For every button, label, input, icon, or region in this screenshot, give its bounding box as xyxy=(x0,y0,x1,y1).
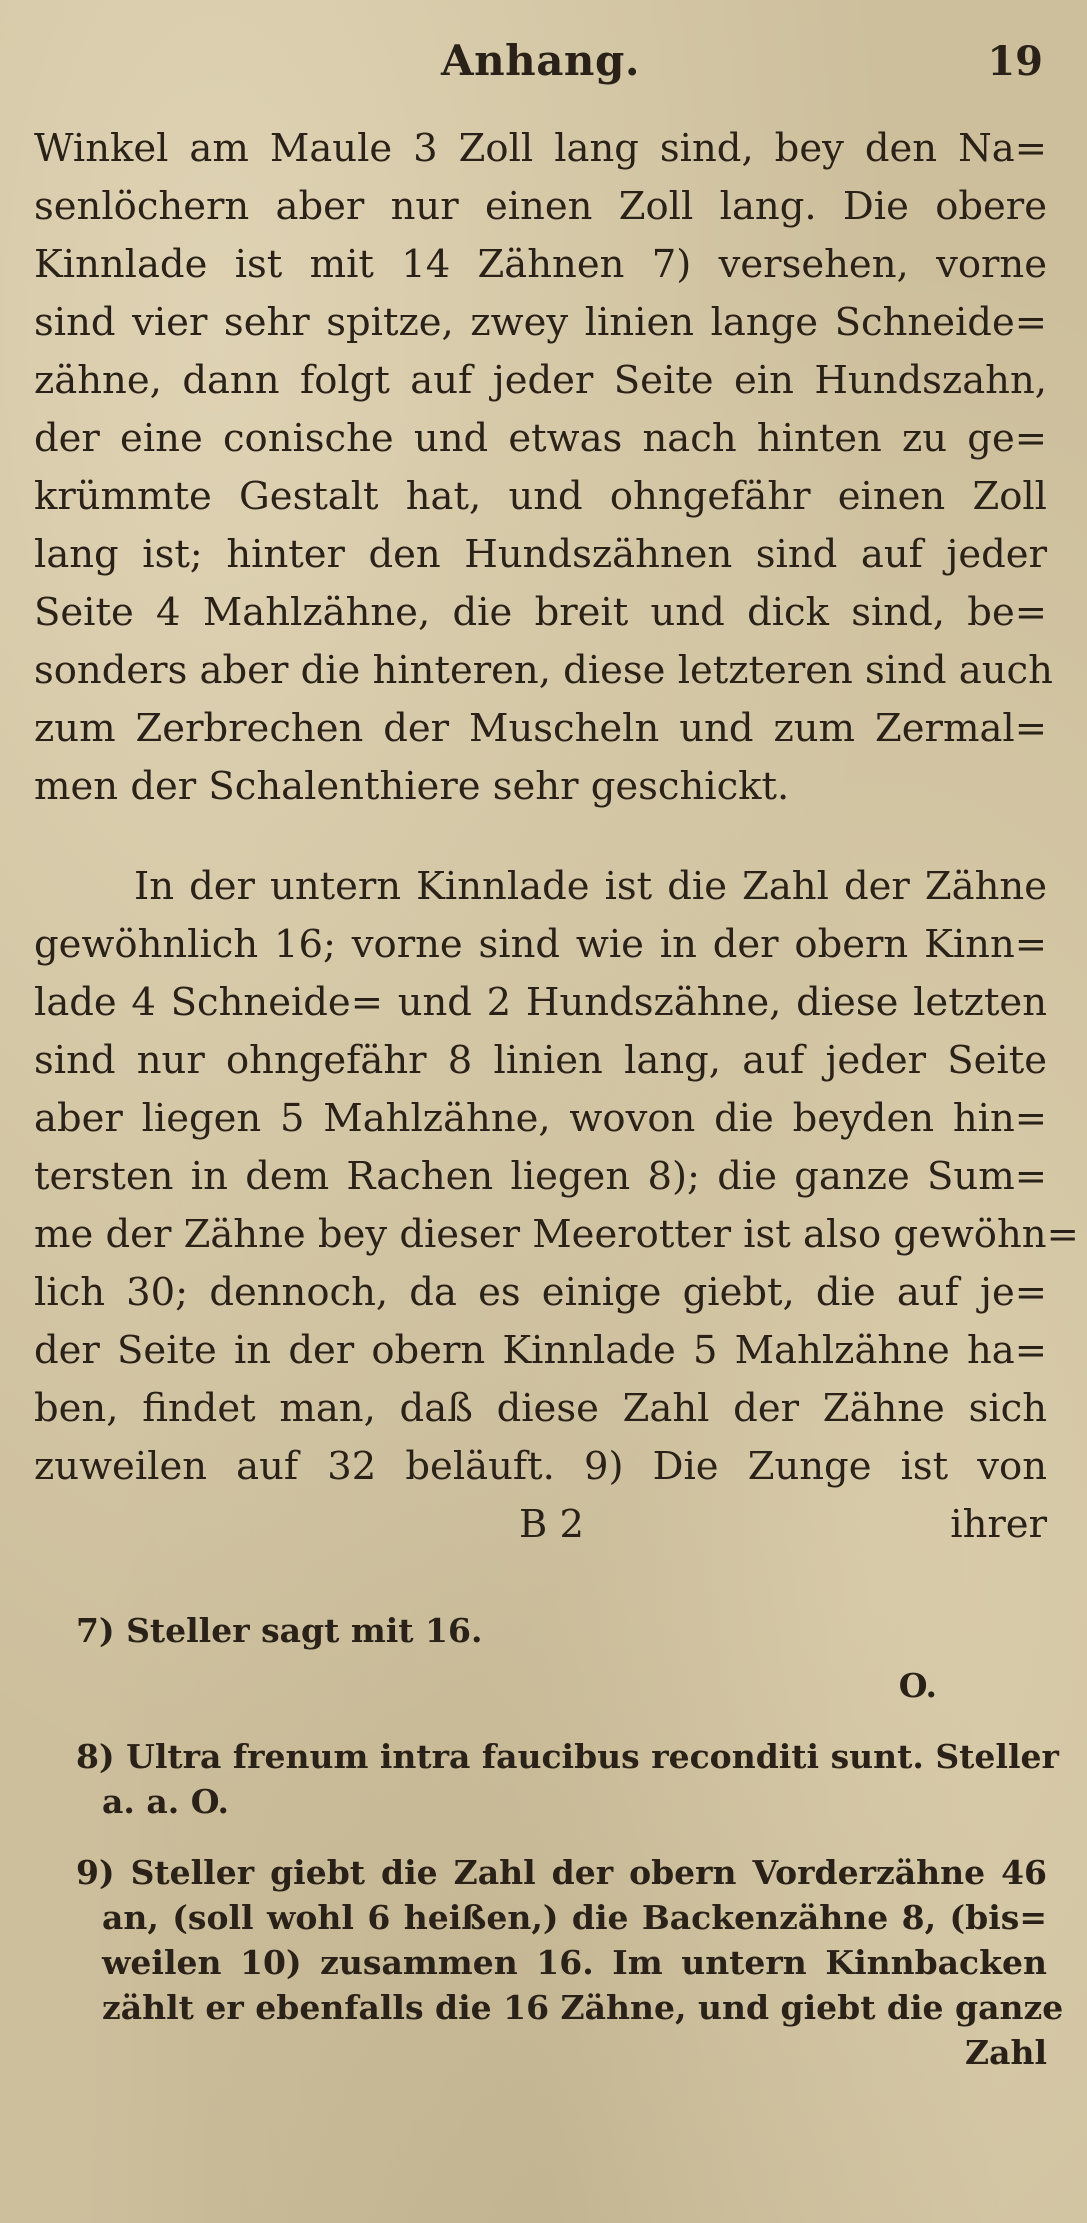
footnote-line: 8) Ultra frenum intra faucibus reconditi sunt. Steller xyxy=(76,1737,1059,1776)
signature-row xyxy=(34,1496,1047,1554)
text-line: Seite 4 Mahlzähne, die breit und dick sind, be= xyxy=(34,590,1047,635)
footnote-line: 7) Steller sagt mit 16. xyxy=(76,1611,483,1650)
text-line: aber liegen 5 Mahlzähne, wovon die beyden hin= xyxy=(34,1096,1047,1141)
footnote-line: an, (soll wohl 6 heißen,) die Backenzähne 8, (bis= xyxy=(102,1898,1047,1937)
text-line: zähne, dann folgt auf jeder Seite ein Hundszahn, xyxy=(34,358,1047,403)
catchword: ihrer xyxy=(950,1502,1047,1547)
footnote-line: zählt er ebenfalls die 16 Zähne, und giebt die ganze xyxy=(102,1988,1064,2027)
text-line: Kinnlade ist mit 14 Zähnen 7) versehen, vorne xyxy=(34,242,1047,287)
text-line: krümmte Gestalt hat, und ohngefähr einen Zoll xyxy=(34,474,1047,519)
text-line: der eine conische und etwas nach hinten zu ge= xyxy=(34,416,1047,461)
text-line: sonders aber die hinteren, diese letzteren sind auch xyxy=(34,648,1053,693)
footnote-line: Zahl xyxy=(964,2033,1047,2072)
text-line: In der untern Kinnlade ist die Zahl der Zähne xyxy=(134,864,1047,909)
main-text xyxy=(34,120,1079,1554)
text-line: sind vier sehr spitze, zwey linien lange Schneide= xyxy=(34,300,1047,345)
text-line: tersten in dem Rachen liegen 8); die ganze Sum= xyxy=(34,1154,1047,1199)
text-line: lich 30; dennoch, da es einige giebt, die auf je= xyxy=(34,1270,1047,1315)
running-head xyxy=(34,30,1047,102)
text-line: sind nur ohngefähr 8 linien lang, auf jeder Seite xyxy=(34,1038,1047,1083)
text-line: Winkel am Maule 3 Zoll lang sind, bey den Na= xyxy=(34,126,1047,171)
text-line: lade 4 Schneide= und 2 Hundszähne, diese letzten xyxy=(34,980,1047,1025)
paragraph-2 xyxy=(34,858,1079,1496)
signature-mark: B 2 xyxy=(519,1502,585,1547)
running-title: Anhang. xyxy=(441,36,640,85)
text-line: zum Zerbrechen der Muscheln und zum Zermal= xyxy=(34,706,1047,751)
footnote-line: weilen 10) zusammen 16. Im untern Kinnbacken xyxy=(102,1943,1047,1982)
footnote-7 xyxy=(34,1608,1047,1708)
text-line: lang ist; hinter den Hundszähnen sind auf jeder xyxy=(34,532,1047,577)
footnote-9 xyxy=(34,1850,1064,2075)
paragraph-1 xyxy=(34,120,1053,816)
footnotes xyxy=(34,1608,1064,2075)
footnote-8 xyxy=(34,1734,1059,1824)
text-line: men der Schalenthiere sehr geschickt. xyxy=(34,764,790,809)
paragraph-gap xyxy=(34,816,1047,858)
text-line: gewöhnlich 16; vorne sind wie in der obern Kinn= xyxy=(34,922,1047,967)
text-line: zuweilen auf 32 beläuft. 9) Die Zunge ist von xyxy=(34,1444,1047,1489)
footnote-signature: O. xyxy=(898,1666,937,1705)
text-line: me der Zähne bey dieser Meerotter ist also gewöhn= xyxy=(34,1212,1079,1257)
text-line: senlöchern aber nur einen Zoll lang. Die obere xyxy=(34,184,1047,229)
page-number: 19 xyxy=(987,38,1043,85)
footnote-line: 9) Steller giebt die Zahl der obern Vorderzähne 46 xyxy=(76,1853,1047,1892)
footnote-line: a. a. O. xyxy=(102,1782,230,1821)
text-line: der Seite in der obern Kinnlade 5 Mahlzähne ha= xyxy=(34,1328,1047,1373)
text-line: ben, findet man, daß diese Zahl der Zähne sich xyxy=(34,1386,1047,1431)
